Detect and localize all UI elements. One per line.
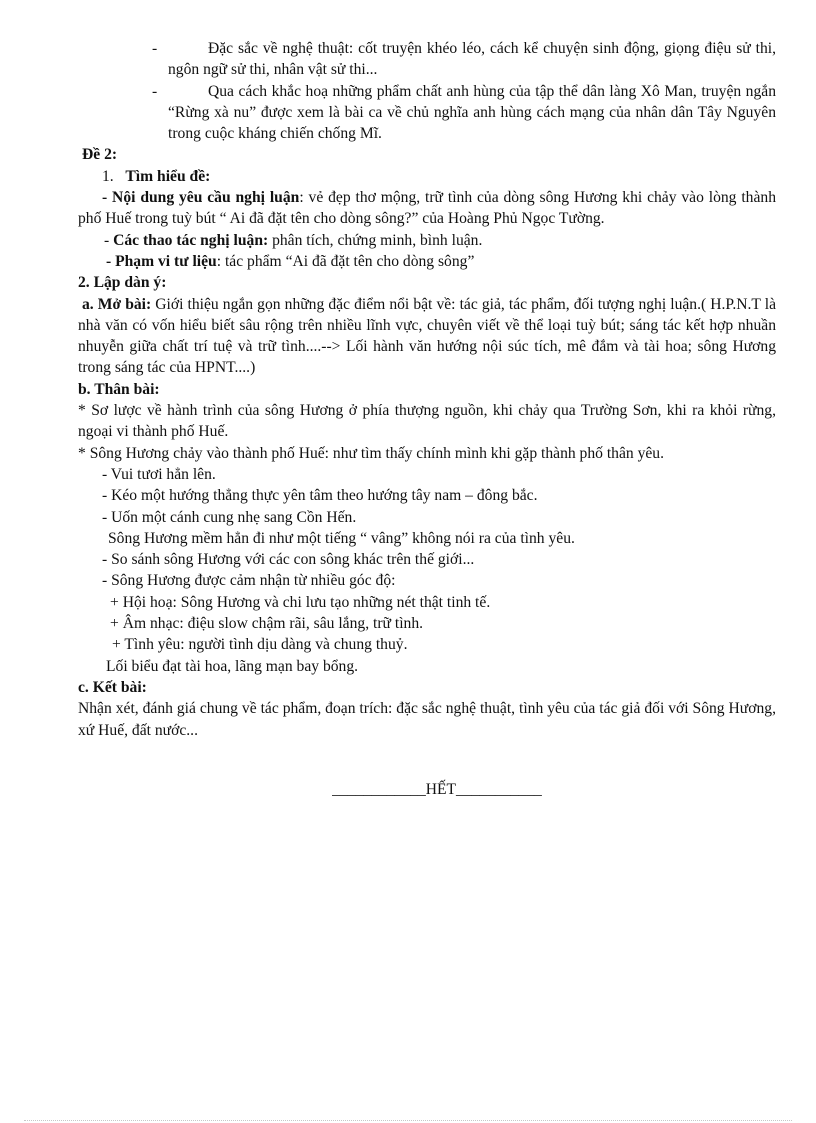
body-paragraph-2: * Sông Hương chảy vào thành phố Huế: như tìm thấy chính mình khi gặp thành phố thân yêu. — [78, 444, 665, 462]
body-paragraph-1: * Sơ lược về hành trình của sông Hương ở phía thượng nguồn, khi chảy qua Trường Sơn, khi ra khỏi rừng, ngoại vi thành phố Huế. — [78, 402, 776, 441]
intro-section: a. Mở bài: Giới thiệu ngắn gọn những đặc điểm nổi bật về: tác giả, tác phẩm, đối tượng nghị luận.( H.P.N.T là nhà văn có vốn hiểu biết sâu rộng trên nhiều lĩnh vực, chuyên viết về thể loại tuỳ bút; sáng tác kết hợp nhuần nhuyễn giữa chất trí tuệ và trữ tình....--> Lối hành văn hướng nội súc tích, mê đắm và tài hoa; sông Hương trong sáng tác của HPNT....) — [78, 295, 776, 377]
bullet-text: Đặc sắc về nghệ thuật: cốt truyện khéo léo, cách kể chuyện sinh động, giọng điệu sử thi, ngôn ngữ sử thi, nhân vật sử thi... — [168, 40, 776, 79]
material-scope: - Phạm vi tư liệu: tác phẩm “Ai đã đặt tên cho dòng sông” — [106, 252, 475, 270]
body-item: - Uốn một cánh cung nhẹ sang Cồn Hến. — [102, 508, 357, 526]
bullet-text: Qua cách khắc hoạ những phẩm chất anh hùng của tập thể dân làng Xô Man, truyện ngắn “Rừng xà nu” được xem là bài ca về chủ nghĩa anh hùng cách mạng của nhân dân Tây Nguyên trong cuộc kháng chiến chống Mĩ. — [168, 82, 776, 143]
body-note: Sông Hương mềm hẳn đi như một tiếng “ vâng” không nói ra của tình yêu. — [108, 529, 575, 547]
section1-heading: 1. Tìm hiểu đề: — [102, 167, 211, 185]
conclusion-text: Nhận xét, đánh giá chung về tác phẩm, đoạn trích: đặc sắc nghệ thuật, tình yêu của tác giả đối với Sông Hương, xứ Huế, đất nước... — [78, 700, 776, 739]
bullet-dash: - — [152, 40, 158, 57]
perspective-item: + Hội hoạ: Sông Hương và chi lưu tạo những nét thật tinh tế. — [110, 593, 491, 611]
document-page — [78, 38, 776, 800]
perspective-item: + Âm nhạc: điệu slow chậm rãi, sâu lắng, trữ tình. — [110, 615, 424, 633]
de2-heading: Đề 2: — [82, 146, 118, 164]
style-note: Lối biểu đạt tài hoa, lãng mạn bay bổng. — [106, 657, 359, 675]
conclusion-heading: c. Kết bài: — [78, 678, 147, 696]
body-heading: b. Thân bài: — [78, 380, 160, 398]
operations: - Các thao tác nghị luận: phân tích, chứng minh, bình luận. — [104, 231, 483, 249]
bullet-summary — [78, 81, 776, 145]
content-requirement: - Nội dung yêu cầu nghị luận: vẻ đẹp thơ mộng, trữ tình của dòng sông Hương khi chảy vào lòng thành phố Huế trong tuỳ bút “ Ai đã đặt tên cho dòng sông?” của Hoàng Phủ Ngọc Tường. — [78, 189, 776, 228]
perspective-item: + Tình yêu: người tình dịu dàng và chung thuỷ. — [112, 636, 408, 654]
body-item: - Sông Hương được cảm nhận từ nhiều góc độ: — [102, 572, 396, 590]
body-item: - Kéo một hướng thẳng thực yên tâm theo hướng tây nam – đông bắc. — [102, 487, 538, 505]
bullet-art — [78, 38, 776, 81]
page-bottom-border — [24, 1120, 792, 1121]
end-mark: ____________HẾT___________ — [332, 780, 542, 798]
body-item: - Vui tươi hẳn lên. — [102, 465, 216, 483]
section2-heading: 2. Lập dàn ý: — [78, 274, 167, 292]
bullet-dash: - — [152, 82, 158, 100]
body-item: - So sánh sông Hương với các con sông khác trên thế giới... — [102, 551, 475, 569]
